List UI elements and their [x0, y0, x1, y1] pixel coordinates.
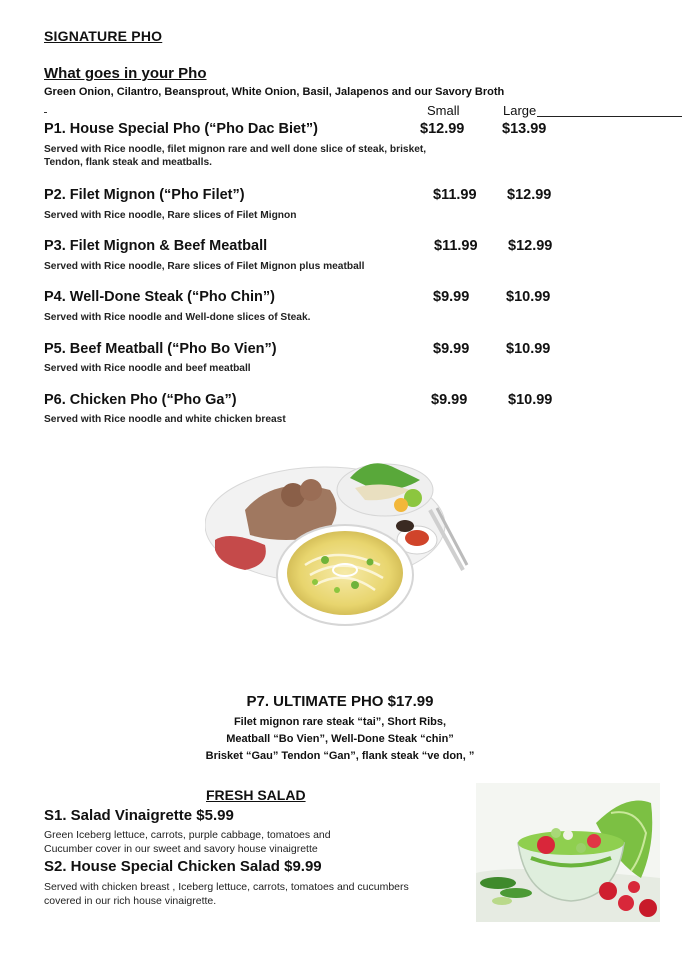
price-large: $10.99	[508, 392, 553, 408]
price-small: $9.99	[431, 392, 468, 408]
price-small: $9.99	[433, 289, 470, 305]
price-large: $10.99	[506, 289, 551, 305]
pho-bowl-photo	[205, 450, 480, 635]
salad-item-desc	[44, 880, 409, 908]
menu-item-desc: Served with Rice noodle and Well-done slices of Steak.	[44, 312, 311, 323]
column-small-header: Small	[427, 103, 460, 118]
salad-desc-line: Served with chicken breast , Iceberg lettuce, carrots, tomatoes and cucumbers	[44, 881, 409, 893]
header-rule	[537, 116, 682, 117]
menu-item-desc: Served with Rice noodle, Rare slices of Filet Mignon plus meatball	[44, 261, 365, 272]
salad-item-desc	[44, 828, 331, 856]
ultimate-desc-line: Meatball “Bo Vien”, Well-Done Steak “chin”	[226, 733, 454, 745]
ultimate-desc-line: Filet mignon rare steak “tai”, Short Ribs,	[233, 716, 447, 728]
salad-section-heading: FRESH SALAD	[206, 787, 306, 803]
price-small: $12.99	[420, 121, 465, 137]
salad-item-name: S1. Salad Vinaigrette $5.99	[44, 807, 234, 824]
menu-item-desc: Served with Rice noodle and beef meatball	[44, 363, 251, 374]
menu-item-name: P5. Beef Meatball (“Pho Bo Vien”)	[44, 341, 277, 357]
menu-item-desc: Served with Rice noodle, Rare slices of Filet Mignon	[44, 210, 297, 221]
section-title: SIGNATURE PHO	[44, 28, 163, 44]
price-small: $11.99	[434, 238, 478, 254]
menu-item-desc: Served with Rice noodle, filet mignon rare and well done slice of steak, brisket, Tendon, flank steak and meatballs.	[44, 144, 427, 168]
price-small: $9.99	[433, 341, 470, 357]
bullet-mark	[44, 112, 47, 113]
salad-desc-line: covered in our rich house vinaigrette.	[44, 895, 217, 907]
ultimate-pho-title: P7. ULTIMATE PHO $17.99	[246, 693, 434, 710]
salad-bowl-photo	[476, 783, 660, 922]
menu-item-name: P3. Filet Mignon & Beef Meatball	[44, 238, 268, 254]
price-small: $11.99	[433, 187, 477, 203]
menu-item-name: P2. Filet Mignon (“Pho Filet”)	[44, 187, 245, 203]
ultimate-pho-desc	[160, 714, 520, 765]
price-large: $10.99	[506, 341, 551, 357]
column-large-header: Large	[503, 103, 537, 118]
ingredients-text: Green Onion, Cilantro, Beansprout, White Onion, Basil, Jalapenos and our Savory Broth	[44, 86, 505, 98]
menu-item-name: P1. House Special Pho (“Pho Dac Biet”)	[44, 121, 318, 137]
salad-item-name: S2. House Special Chicken Salad $9.99	[44, 858, 322, 875]
price-large: $13.99	[502, 121, 547, 137]
menu-item-name: P4. Well-Done Steak (“Pho Chin”)	[44, 289, 275, 305]
price-large: $12.99	[507, 187, 552, 203]
salad-desc-line: Cucumber cover in our sweet and savory house vinaigrette	[44, 843, 318, 855]
ingredients-title: What goes in your Pho	[44, 65, 207, 82]
price-large: $12.99	[508, 238, 553, 254]
salad-desc-line: Green Iceberg lettuce, carrots, purple cabbage, tomatoes and	[44, 829, 331, 841]
ultimate-desc-line: Brisket “Gau” Tendon “Gan”, flank steak “ve don, ”	[205, 750, 475, 762]
menu-item-name: P6. Chicken Pho (“Pho Ga”)	[44, 392, 237, 408]
menu-item-desc: Served with Rice noodle and white chicken breast	[44, 414, 286, 425]
